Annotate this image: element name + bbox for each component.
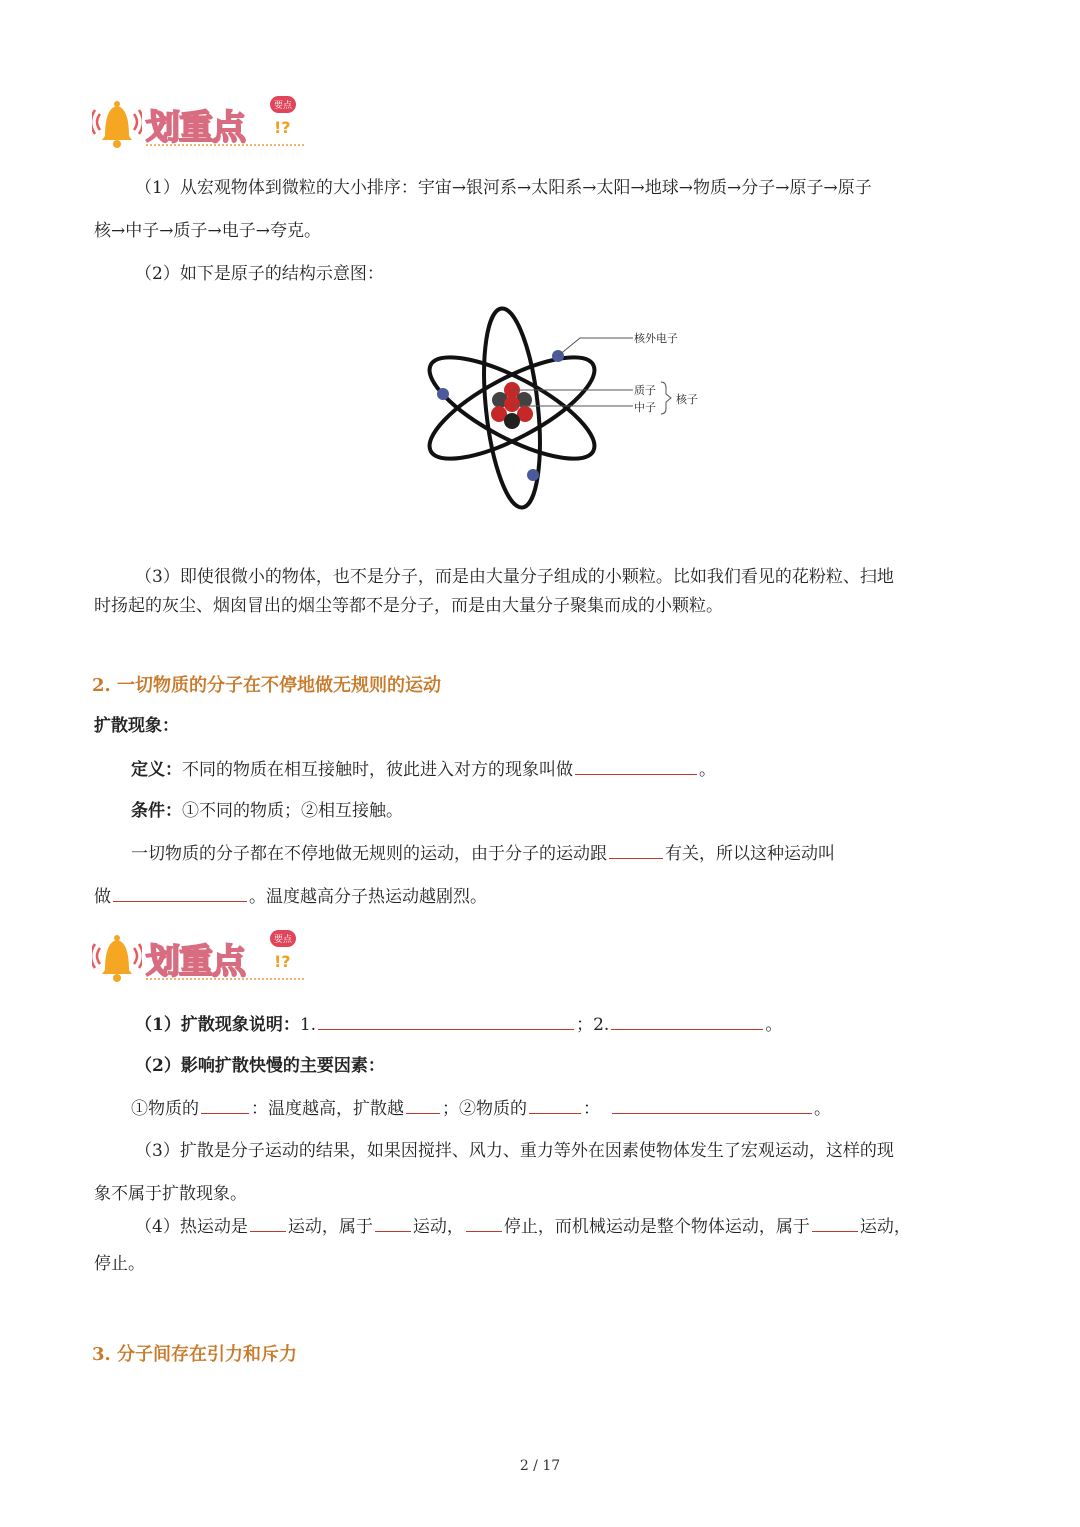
key-point-1	[135, 1013, 782, 1036]
electron	[527, 469, 539, 481]
highlight-badge	[92, 96, 307, 152]
blank-field[interactable]	[250, 1215, 286, 1232]
cond-text: ①不同的物质；②相互接触。	[182, 801, 403, 821]
badge-title: 划重点	[146, 942, 245, 982]
k2-b: ：温度越高，扩散越	[251, 1099, 404, 1119]
key-point-3a: （3）扩散是分子运动的结果，如果因搅拌、风力、重力等外在因素使物体发生了宏观运动，这样的现	[135, 1141, 894, 1161]
motion-c: 做	[94, 887, 111, 907]
label-nucleus: 核子	[676, 393, 698, 406]
k1-label: （1）扩散现象说明：	[135, 1015, 300, 1035]
motion-a: 一切物质的分子都在不停地做无规则的运动，由于分子的运动跟	[131, 844, 607, 864]
section-3-heading: 3. 分子间存在引力和斥力	[92, 1344, 298, 1365]
def-text: 不同的物质在相互接触时，彼此进入对方的现象叫做	[182, 760, 573, 780]
k4-b: 运动，属于	[287, 1217, 373, 1237]
def-label: 定义：	[131, 760, 182, 780]
definition-line	[131, 758, 716, 781]
k1-b: ；2.	[576, 1015, 610, 1035]
key-point-2-line	[131, 1097, 831, 1120]
cond-label: 条件：	[131, 801, 182, 821]
k2-a: ①物质的	[131, 1099, 199, 1119]
k2-d: ：	[583, 1099, 600, 1119]
label-electron: 核外电子	[634, 332, 678, 345]
sec1-p3a: （3）即使很微小的物体，也不是分子，而是由大量分子组成的小颗粒。比如我们看见的花粉粒、扫地	[135, 567, 894, 587]
k1-end: 。	[765, 1015, 783, 1035]
sec1-p1a: （1）从宏观物体到微粒的大小排序：宇宙→银河系→太阳系→太阳→地球→物质→分子→原子→原子	[135, 178, 872, 198]
condition-line	[131, 800, 403, 822]
page-number: 2 / 17	[519, 1458, 561, 1474]
bell-icon	[92, 930, 142, 986]
badge-tag: 要点	[270, 96, 296, 113]
key-point-3b: 象不属于扩散现象。	[94, 1184, 247, 1204]
badge-underline	[146, 978, 304, 980]
blank-field[interactable]	[375, 1215, 411, 1232]
blank-field[interactable]	[812, 1215, 858, 1232]
blank-field[interactable]	[406, 1097, 440, 1114]
diffusion-subheading: 扩散现象：	[94, 716, 179, 736]
blank-field[interactable]	[529, 1097, 581, 1114]
k1-a: 1.	[299, 1015, 317, 1035]
k2-end: 。	[814, 1099, 831, 1119]
sec1-p2: （2）如下是原子的结构示意图：	[135, 264, 384, 284]
section-2-heading: 2. 一切物质的分子在不停地做无规则的运动	[92, 675, 442, 696]
key-point-4b: 停止。	[94, 1254, 145, 1274]
badge-mark: !?	[274, 118, 291, 137]
label-proton: 质子	[634, 384, 656, 397]
k4-e: 运动，	[859, 1217, 911, 1237]
highlight-badge	[92, 930, 307, 986]
blank-field[interactable]	[611, 1013, 763, 1030]
k2-c: ；②物质的	[442, 1099, 527, 1119]
key-point-4	[135, 1215, 911, 1238]
blank-field[interactable]	[201, 1097, 249, 1114]
blank-field[interactable]	[575, 758, 697, 775]
k4-a: （4）热运动是	[135, 1217, 248, 1237]
motion-b: 有关，所以这种运动叫	[665, 844, 835, 864]
badge-title: 划重点	[146, 108, 245, 148]
sec1-p1b: 核→中子→质子→电子→夸克。	[94, 221, 321, 241]
electron	[437, 388, 449, 400]
blank-field[interactable]	[318, 1013, 574, 1030]
label-neutron: 中子	[634, 401, 656, 414]
blank-field[interactable]	[113, 885, 247, 902]
badge-tag: 要点	[270, 930, 296, 947]
k4-d: 停止，而机械运动是整个物体运动，属于	[503, 1217, 810, 1237]
blank-field[interactable]	[612, 1097, 812, 1114]
blank-field[interactable]	[609, 842, 663, 859]
badge-mark: !?	[274, 952, 291, 971]
def-end: 。	[699, 760, 716, 780]
motion-d: 。温度越高分子热运动越剧烈。	[249, 887, 487, 907]
badge-underline	[146, 144, 304, 146]
motion-line-1	[131, 842, 835, 865]
blank-field[interactable]	[466, 1215, 502, 1232]
motion-line-2	[94, 885, 487, 908]
key-point-2-label: （2）影响扩散快慢的主要因素：	[135, 1056, 385, 1076]
sec1-p3b: 时扬起的灰尘、烟囱冒出的烟尘等都不是分子，而是由大量分子聚集而成的小颗粒。	[94, 596, 723, 616]
bell-icon	[92, 96, 142, 152]
k4-c: 运动，	[412, 1217, 464, 1237]
